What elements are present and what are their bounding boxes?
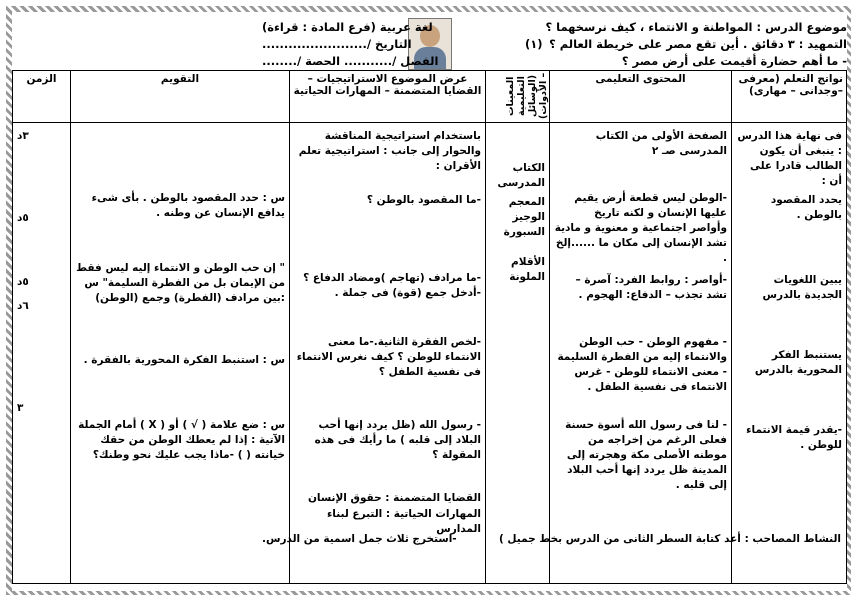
- presentation-cell: [290, 123, 486, 584]
- class-label: الفصل /........... الحصة /........: [262, 54, 439, 68]
- lesson-plan-table: [12, 70, 847, 584]
- resources-cell: [486, 123, 550, 584]
- outcome-item: يحدد المقصود بالوطن .: [770, 194, 842, 221]
- time-item: ٥د: [17, 212, 29, 224]
- content-item: - مفهوم الوطن - حب الوطن والانتماء إليه من الفطرة السليمة - معنى الانتماء للوطن - غرس الانتماء فى نفسية الطفل .: [557, 336, 727, 393]
- resource-item: الكتاب المدرسى: [497, 162, 545, 189]
- subject-label: لغة عربية (فرع المادة : قراءة): [262, 20, 433, 34]
- time-item: ٣: [17, 402, 24, 414]
- col-evaluation: التقويم: [71, 71, 290, 123]
- presentation-item: المهارات الحياتية : التبرع لبناء المدارس: [326, 508, 481, 535]
- content-cell: [550, 123, 732, 584]
- outcome-item: فى نهاية هذا الدرس : ينبغى أن يكون الطالب قادرا على أن :: [737, 130, 842, 187]
- lesson-number: (١): [525, 37, 543, 51]
- presentation-item: -ما مرادف (تهاجم )ومضاد الدفاع ؟ -أدخل جمع (قوة) فى جملة .: [303, 272, 481, 299]
- content-item: -أواصر : روابط الفرد: آصرة – تشد تجذب – الدفاع: الهجوم .: [575, 274, 727, 301]
- presentation-item: القضايا المتضمنة : حقوق الإنسان: [307, 492, 481, 504]
- time-item: ٦د: [17, 300, 29, 312]
- task-label: -استخرج ثلاث جمل اسمية من الدرس.: [262, 533, 457, 545]
- presentation-item: - رسول الله (ظل يردد إنها أحب البلاد إلى قلبه ) ما رأيك فى هذه المقولة ؟: [314, 419, 481, 461]
- presentation-item: -ما المقصود بالوطن ؟: [366, 194, 481, 206]
- time-item: ٣د: [17, 130, 29, 142]
- presentation-item: باستخدام استراتيجية المناقشة والحوار إلى جانب : استراتيجية تعلم الأقران :: [298, 130, 481, 172]
- evaluation-item: س : استنبط الفكرة المحورية بالفقرة .: [83, 354, 285, 366]
- col-content: المحتوى التعليمى: [550, 71, 732, 123]
- date-label: التاريخ /........................: [262, 37, 412, 51]
- col-resources: المعينات التعليمية (الوسائل – الأدوات): [486, 71, 550, 123]
- col-presentation: عرض الموضوع الاستراتيجيات – القضايا المتضمنة – المهارات الحياتية: [290, 71, 486, 123]
- lesson-topic: موضوع الدرس : المواطنة و الانتماء ، كيف نرسخهما ؟: [545, 20, 847, 34]
- content-item: -الوطن ليس قطعة أرض يقيم عليها الإنسان و لكنه تاريخ وأواصر اجتماعية و معنوية و مادية تشد الإنسان إلى مكان ما ......إلخ .: [554, 192, 727, 264]
- evaluation-cell: [71, 123, 290, 584]
- outcomes-cell: [732, 123, 847, 584]
- outcome-item: يبين اللغويات الجديدة بالدرس: [762, 274, 842, 301]
- outcome-item: -يقدر قيمة الانتماء للوطن .: [746, 424, 842, 451]
- resource-item: السبورة: [503, 226, 545, 238]
- evaluation-item: س : ضع علامة ( √ ) أو ( X ) أمام الجملة الآتية : إذا لم يعطك الوطن من حقك خيانته ( ) -ماذا يجب عليك نحو وطنك؟: [78, 419, 285, 461]
- resource-item: الأقلام الملونة: [509, 256, 545, 283]
- content-item: الصفحة الأولى من الكتاب المدرسى صـ ٢: [595, 130, 727, 157]
- col-outcomes: نواتج التعلم (معرفى –وجدانى – مهارى): [732, 71, 847, 123]
- lesson-question: - ما أهم حضارة أقيمت على أرض مصر ؟: [621, 54, 847, 68]
- lesson-intro: التمهيد : ٣ دقائق . أين تقع مصر على خريطة العالم ؟: [549, 37, 847, 51]
- col-time: الزمن: [13, 71, 71, 123]
- evaluation-item: " إن حب الوطن و الانتماء إليه ليس فقط من الإيمان بل من الفطرة السليمة" س :بين مرادف (الفطرة) وجمع (الوطن): [76, 262, 285, 304]
- presentation-item: -لخص الفقرة الثانية.-ما معنى الانتماء للوطن ؟ كيف نغرس الانتماء فى نفسية الطفل ؟: [296, 336, 481, 378]
- evaluation-item: س : حدد المقصود بالوطن . بأى شىء يدافع الإنسان عن وطنه .: [91, 192, 285, 219]
- time-cell: [13, 123, 71, 584]
- activity-label: النشاط المصاحب : أعد كتابة السطر الثانى من الدرس بخط جميل ): [498, 533, 841, 545]
- resource-item: المعجم الوجيز: [508, 196, 545, 223]
- time-item: ٥د: [17, 276, 29, 288]
- outcome-item: يستنبط الفكر المحورية بالدرس: [754, 349, 842, 376]
- content-item: - لنا فى رسول الله أسوة حسنة فعلى الرغم من إخراجه من موطنه الأصلى مكة وهجرته إلى المدينة ظل يردد إنها أحب البلاد إلى قلبه .: [565, 419, 727, 491]
